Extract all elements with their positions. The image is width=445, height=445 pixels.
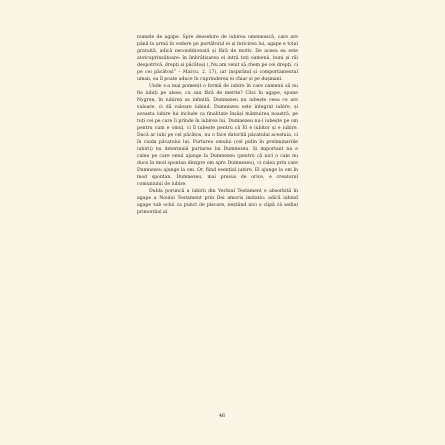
text-column — [137, 34, 298, 216]
paragraph-3: Dubla poruncă a iubirii din Vechiul Testament e absorbită în agape a Noului Testament prin Dei amoris imitatio: adică iubind agape sub ochii ca punct de plecare, neștiind nici o clipă că sediul primordial al — [137, 189, 298, 215]
paragraph-2: Unde s-a mai pomenit o formă de iubire în care oamenii să nu fie iubiți pe alese, cu sau fără de merite? Căci în agape, spune Nygren, în iubirea sa infinită, Dumnezeu nu iubește ceea ce are valoare, ci dă valoare iubind. Dumnezeu este integral iubire, și aceasta iubire lui include ca finalitate însăși mântuirea noastră, pe toți cei pe care îi prinde în iubirea lui. Dumnezeu nu-l iubește pe om pentru cum e omul, ci îl iubește pentru că El e iubitor și e iubire. Dacă ar iubi pe cel păcătos, nu o face datorită păcatului acestuia, ci în ciuda păcatului lui. Purtarea omului (cel puțin în preliminariile iubirii) nu determină purtarea lui Dumnezeu. Și important nu e calea pe care omul ajunge la Dumnezeu (pentru că nici o cale nu duce în mod spontan dinspre om spre Dumnezeu), ci calea prin care Dumnezeu ajunge la om. Or, fiind esențial iubire, El ajunge la om în mod spontan. Dumnezeu, mai presus de orice, e creatorul comuniunii de iubire. — [137, 84, 298, 187]
page-number: 46 — [218, 413, 226, 419]
paragraph-1: numele de agape. Spre deosebire de iubirea omenească, care are până la urmă în vedere pe purtătorul ei și fericirea lui, agape e total gratuită, adică necondiționată și fără de motiv. De aceea ea este atotcuprinzătoare: în îmbrățișarea ei intră toți oamenii, buni și răi deopotrivă, drepți și păcătoși („Nu am venit să chem pe cei drepți, ci pe cei păcătoși” – Marcu, 2, 17), iar inspirând și comportamentul uman, ea îl poate aduce în cuprinderea ei chiar și pe dușmani. — [137, 35, 298, 82]
